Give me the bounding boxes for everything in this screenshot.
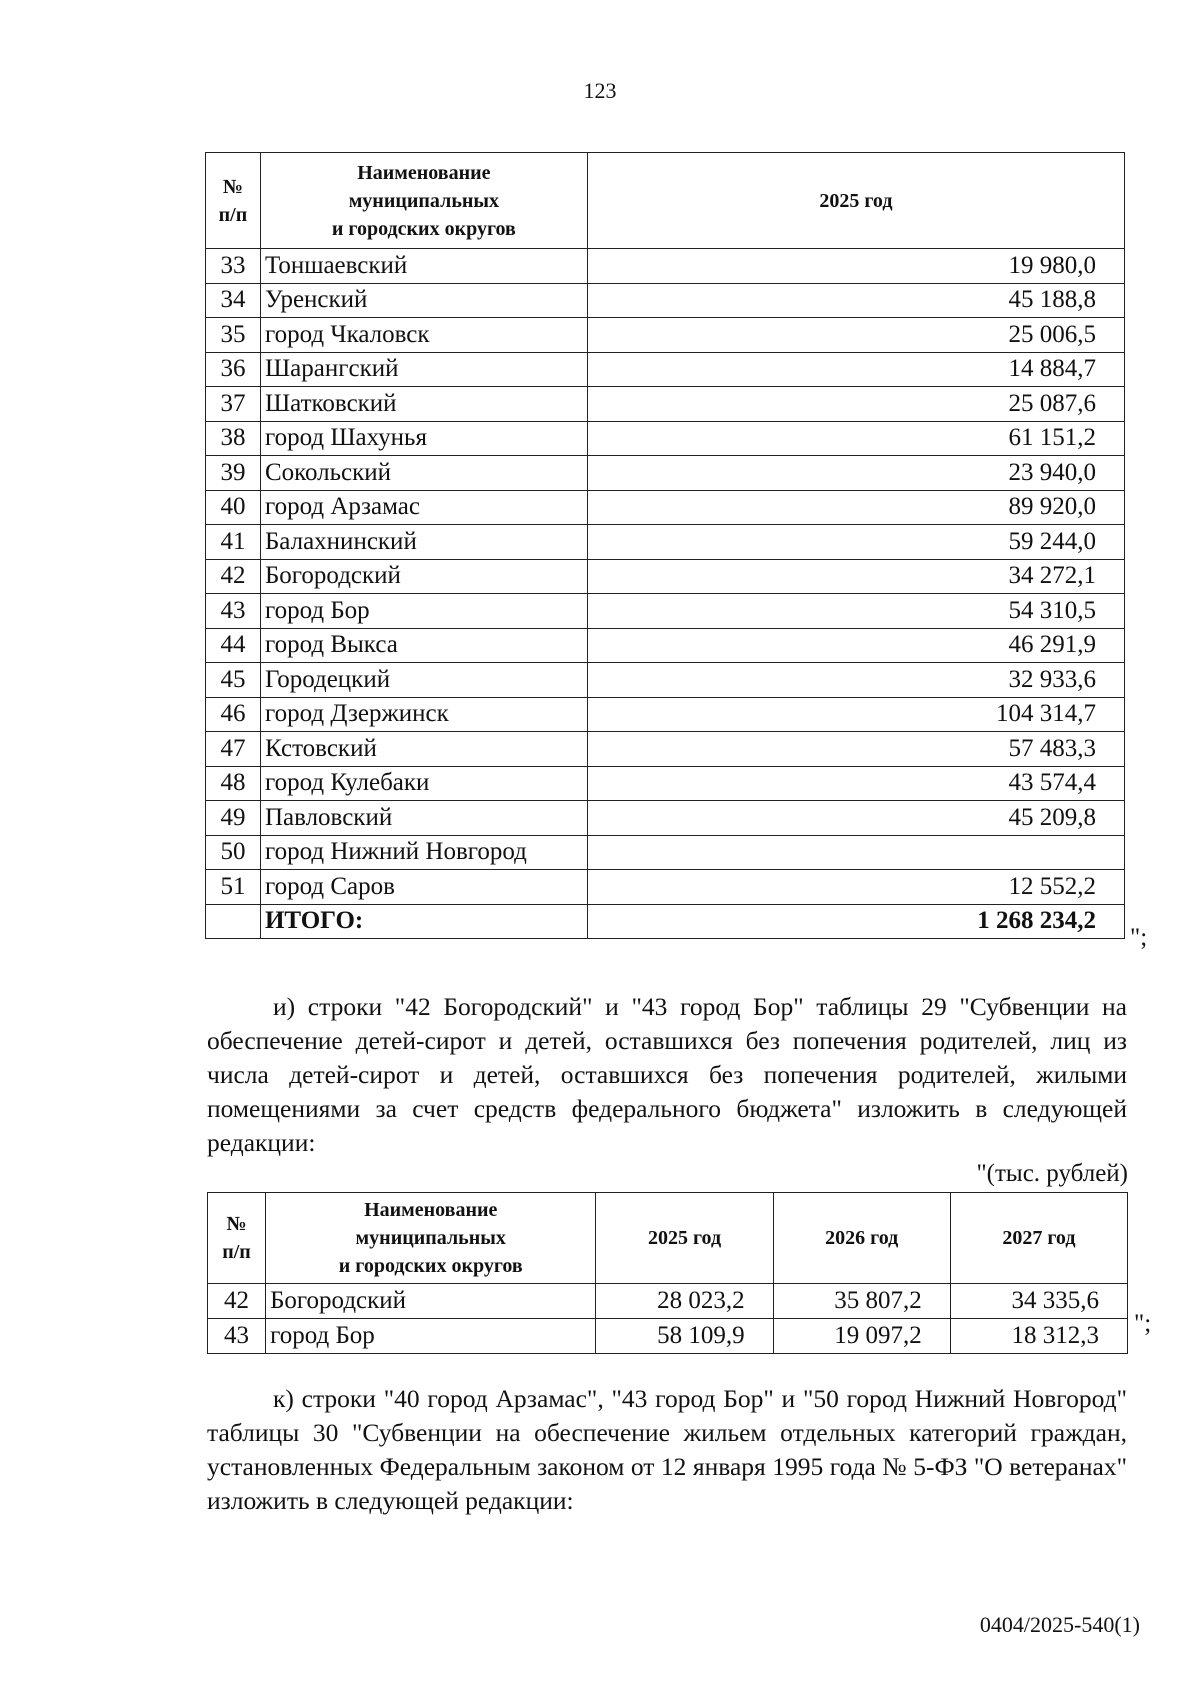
paragraph-i-text: и) строки "42 Богородский" и "43 город Бор" таблицы 29 "Субвенции на обеспечение детей-сирот и детей, оставшихся без попечения родителей, лиц из числа детей-сирот и детей, оставшихся без попечения родителей, жилыми помещениями за счет средств федерального бюджета" изложить в следующей редакции: bbox=[207, 992, 1127, 1157]
row-name: Сокольский bbox=[260, 456, 587, 491]
row-number: 36 bbox=[206, 352, 261, 387]
row-value-2027: 18 312,3 bbox=[950, 1319, 1127, 1354]
row-name: город Бор bbox=[260, 594, 587, 629]
table-row bbox=[206, 249, 1125, 284]
row-name: Богородский bbox=[266, 1284, 596, 1319]
header-name-line: Наименование bbox=[357, 161, 491, 184]
row-name: Кстовский bbox=[260, 732, 587, 767]
table-row bbox=[206, 732, 1125, 767]
total-empty-cell bbox=[206, 904, 261, 939]
table-row bbox=[206, 559, 1125, 594]
row-number: 45 bbox=[206, 663, 261, 698]
table-row bbox=[206, 594, 1125, 629]
header-name-line: и городских округов bbox=[338, 1255, 523, 1277]
unit-note: "(тыс. рублей) bbox=[976, 1160, 1128, 1187]
header-year-2025: 2025 год bbox=[596, 1193, 773, 1284]
row-name: город Выкса bbox=[260, 628, 587, 663]
row-value-2025: 58 109,9 bbox=[596, 1319, 773, 1354]
table-row bbox=[206, 421, 1125, 456]
row-number: 38 bbox=[206, 421, 261, 456]
row-value: 19 980,0 bbox=[587, 249, 1124, 284]
paragraph-k-text: к) строки "40 город Арзамас", "43 город Бор" и "50 город Нижний Новгород" таблицы 30 "Субвенции на обеспечение жильем отдельных категорий граждан, установленных Федеральным законом от 12 января 1995 года № 5-ФЗ "О ветеранах" изложить в следующей редакции: bbox=[207, 1384, 1127, 1515]
row-name: Павловский bbox=[260, 801, 587, 836]
table-body bbox=[208, 1284, 1128, 1354]
row-name: город Нижний Новгород bbox=[260, 835, 587, 870]
header-name bbox=[260, 153, 587, 249]
table-row bbox=[206, 318, 1125, 353]
header-year-2026: 2026 год bbox=[773, 1193, 950, 1284]
table-row bbox=[206, 283, 1125, 318]
row-value: 104 314,7 bbox=[587, 697, 1124, 732]
row-name: город Шахунья bbox=[260, 421, 587, 456]
row-name: город Чкаловск bbox=[260, 318, 587, 353]
row-number: 46 bbox=[206, 697, 261, 732]
row-number: 39 bbox=[206, 456, 261, 491]
row-name: город Саров bbox=[260, 870, 587, 905]
row-value bbox=[587, 835, 1124, 870]
row-name: Городецкий bbox=[260, 663, 587, 698]
row-value: 57 483,3 bbox=[587, 732, 1124, 767]
row-number: 47 bbox=[206, 732, 261, 767]
header-name-line: Наименование bbox=[364, 1199, 498, 1221]
row-value-2026: 35 807,2 bbox=[773, 1284, 950, 1319]
table-row bbox=[206, 490, 1125, 525]
row-value: 32 933,6 bbox=[587, 663, 1124, 698]
row-value-2026: 19 097,2 bbox=[773, 1319, 950, 1354]
paragraph-k bbox=[207, 1382, 1127, 1518]
row-name: Тоншаевский bbox=[260, 249, 587, 284]
row-number: 43 bbox=[208, 1319, 266, 1354]
row-number: 35 bbox=[206, 318, 261, 353]
row-name: город Дзержинск bbox=[260, 697, 587, 732]
total-row bbox=[206, 904, 1125, 939]
row-name: Богородский bbox=[260, 559, 587, 594]
row-value: 45 188,8 bbox=[587, 283, 1124, 318]
row-name: город Бор bbox=[266, 1319, 596, 1354]
row-value: 25 006,5 bbox=[587, 318, 1124, 353]
table-row bbox=[206, 835, 1125, 870]
row-number: 43 bbox=[206, 594, 261, 629]
row-number: 51 bbox=[206, 870, 261, 905]
table-row bbox=[206, 663, 1125, 698]
row-number: 42 bbox=[208, 1284, 266, 1319]
subventions-table-2025 bbox=[205, 152, 1125, 939]
table-row bbox=[206, 870, 1125, 905]
row-value-2027: 34 335,6 bbox=[950, 1284, 1127, 1319]
row-value: 89 920,0 bbox=[587, 490, 1124, 525]
table1-closing-quote: "; bbox=[1130, 924, 1148, 951]
row-value: 54 310,5 bbox=[587, 594, 1124, 629]
table-header-row bbox=[206, 153, 1125, 249]
table-row bbox=[208, 1319, 1128, 1354]
header-num: № п/п bbox=[206, 153, 261, 249]
row-value: 61 151,2 bbox=[587, 421, 1124, 456]
table-row bbox=[206, 801, 1125, 836]
row-number: 48 bbox=[206, 766, 261, 801]
total-label: ИТОГО: bbox=[260, 904, 587, 939]
row-number: 44 bbox=[206, 628, 261, 663]
row-number: 33 bbox=[206, 249, 261, 284]
row-value: 34 272,1 bbox=[587, 559, 1124, 594]
table-row bbox=[206, 525, 1125, 560]
row-value: 45 209,8 bbox=[587, 801, 1124, 836]
table-row bbox=[206, 766, 1125, 801]
table-header-row bbox=[208, 1193, 1128, 1284]
table-row bbox=[206, 352, 1125, 387]
table-row bbox=[206, 387, 1125, 422]
row-value: 25 087,6 bbox=[587, 387, 1124, 422]
row-number: 40 bbox=[206, 490, 261, 525]
table-row bbox=[206, 456, 1125, 491]
table-row bbox=[206, 628, 1125, 663]
header-name-line: и городских округов bbox=[331, 217, 516, 240]
table2-closing-quote: "; bbox=[1134, 1310, 1152, 1337]
total-value: 1 268 234,2 bbox=[587, 904, 1124, 939]
header-name bbox=[266, 1193, 596, 1284]
row-name: город Кулебаки bbox=[260, 766, 587, 801]
subventions-table-2025-2027 bbox=[207, 1192, 1128, 1354]
row-name: Балахнинский bbox=[260, 525, 587, 560]
document-code: 0404/2025-540(1) bbox=[979, 1612, 1140, 1637]
table-row bbox=[206, 697, 1125, 732]
row-name: Уренский bbox=[260, 283, 587, 318]
header-num: № п/п bbox=[208, 1193, 266, 1284]
table-row bbox=[208, 1284, 1128, 1319]
row-value: 46 291,9 bbox=[587, 628, 1124, 663]
page-number: 123 bbox=[583, 78, 617, 103]
header-name-line: муниципальных bbox=[348, 189, 500, 212]
row-value: 14 884,7 bbox=[587, 352, 1124, 387]
header-year-2025: 2025 год bbox=[587, 153, 1124, 249]
header-name-line: муниципальных bbox=[355, 1227, 506, 1249]
paragraph-i bbox=[207, 990, 1127, 1160]
header-year-2027: 2027 год bbox=[950, 1193, 1127, 1284]
row-name: город Арзамас bbox=[260, 490, 587, 525]
row-number: 41 bbox=[206, 525, 261, 560]
row-name: Шарангский bbox=[260, 352, 587, 387]
row-value: 59 244,0 bbox=[587, 525, 1124, 560]
row-name: Шатковский bbox=[260, 387, 587, 422]
row-value: 43 574,4 bbox=[587, 766, 1124, 801]
row-number: 42 bbox=[206, 559, 261, 594]
row-value: 12 552,2 bbox=[587, 870, 1124, 905]
row-value: 23 940,0 bbox=[587, 456, 1124, 491]
row-number: 34 bbox=[206, 283, 261, 318]
row-number: 37 bbox=[206, 387, 261, 422]
table-body bbox=[206, 249, 1125, 939]
row-number: 50 bbox=[206, 835, 261, 870]
row-number: 49 bbox=[206, 801, 261, 836]
row-value-2025: 28 023,2 bbox=[596, 1284, 773, 1319]
